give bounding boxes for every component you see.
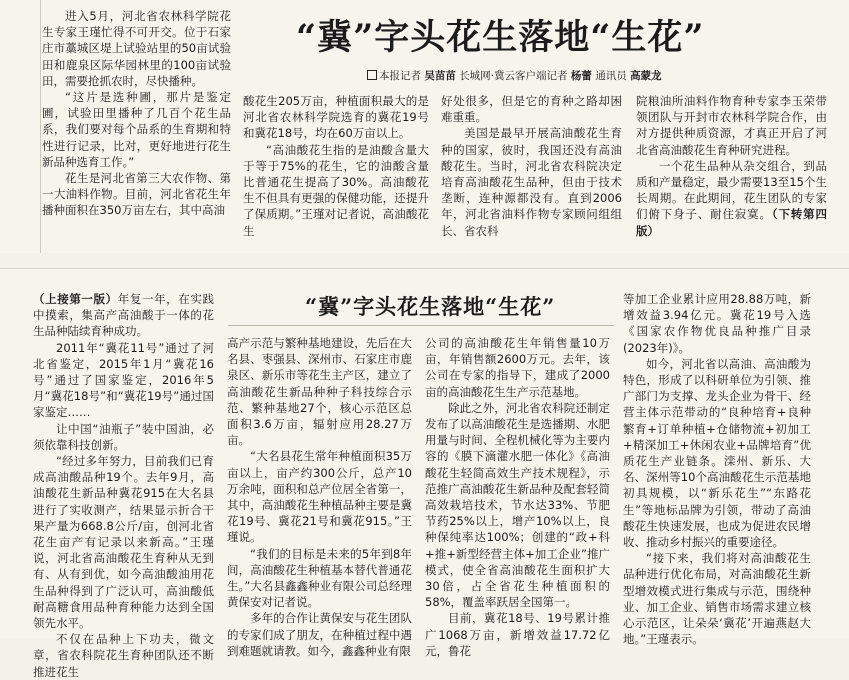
paragraph: 好处很多，但是它的育种之路却困难重重。 xyxy=(441,94,622,125)
title-rule xyxy=(228,325,614,326)
jump-line: （上接第一版） xyxy=(33,292,118,306)
top-column-3 xyxy=(441,93,622,252)
paragraph: 一个花生品种从杂交组合，到品质和产量稳定，最少需要13至15个生长周期。在此期间，花生团队的专家们俯下身子、耐住寂寞。（下转第四版） xyxy=(636,158,828,238)
paragraph: 等加工企业累计应用28.88万吨，新增效益3.94亿元。冀花19号入选《国家农作物优良品种推广目录(2023年)》。 xyxy=(623,292,811,355)
paragraph: “高油酸花生指的是油酸含量大于等于75%的花生，它的油酸含量比普通花生提高了30%。高油酸花生不但具有更强的保健功能，还提升了保质期。”王瑾对记者说，高油酸花生 xyxy=(243,142,429,238)
jump-line: （下转第四版） xyxy=(636,207,828,238)
paragraph: “大名县花生常年种植面积35万亩以上，亩产约300公斤，总产10万余吨，面积和总产位居全省第一，其中，高油酸花生种植品种主要是冀花19号、冀花21号和冀花915。”王瑾说。 xyxy=(227,449,412,545)
top-column-2 xyxy=(243,93,429,252)
article-bottom-fragment xyxy=(0,268,849,679)
paragraph: 让中国“油瓶子”装中国油，必须依靠科技创新。 xyxy=(33,421,214,452)
paragraph: 高产示范与繁种基地建设，先后在大名县、枣强县、深州市、石家庄市鹿泉区、新乐市等花生主产区，建立了高油酸花生新品种种子科技综合示范、繁种基地27个，核心示范区总面积3.6万亩，辐射应用28.27万亩。 xyxy=(227,336,412,448)
top-column-1 xyxy=(42,8,231,252)
paragraph: （上接第一版）年复一年，在实践中摸索，集高产高油酸于一体的花生品种陆续育种成功。 xyxy=(33,292,214,339)
paragraph: 院粮油所油料作物育种专家李玉荣带领团队与开封市农林科学院合作，由对方提供种质资源，才真正开启了河北省高油酸花生育种研究进程。 xyxy=(636,94,827,157)
paragraph: 酸花生205万亩，种植面积最大的是河北省农林科学院选育的冀花19号和冀花18号，均在60万亩以上。 xyxy=(243,94,429,141)
paragraph: 目前，冀花18号、19号累计推广1068万亩，新增效益17.72亿元，鲁花 xyxy=(425,611,610,658)
paragraph: 2011年“冀花11号”通过了河北省鉴定，2015年1月“冀花16号”通过了国家鉴定，2016年5月“冀花18号”和“冀花19号”通过国家鉴定…… xyxy=(33,340,214,420)
bottom-column-3 xyxy=(425,335,610,658)
paragraph: “这片是选种圃，那片是鉴定圃，试验田里播种了几百个花生品系，我们要对每个品系的生育期和特性进行记录，比对，更好地进行花生新品种选育工作。” xyxy=(42,90,231,169)
headline-continued: “冀”字头花生落地“生花” xyxy=(305,294,556,319)
bottom-column-2 xyxy=(227,335,412,658)
bottom-column-4 xyxy=(623,291,811,647)
top-column-4 xyxy=(636,93,827,252)
paragraph: 公司的高油酸花生年销售量10万亩，年销售额2600万元。去年，该公司在专家的指导下，建成了2000亩的高油酸花生生产示范基地。 xyxy=(425,336,610,399)
paragraph: 除此之外，河北省农科院还制定发布了以高油酸花生是选播期、水肥用量与时间、全程机械化等为主要内容的《膜下滴灌水肥一体化》《高油酸花生轻简高效生产技术规程》，示范推广高油酸花生新品种及配套轻简高效栽培技术，节水达33%、节肥节药25%以上，增产10%以上，良种保纯率达100%；创建的“政+科+推+新型经营主体+加工企业”推广模式，使全省高油酸花生面积扩大30倍，占全省花生种植面积的58%，覆盖率跃居全国第一。 xyxy=(425,400,610,610)
paragraph: 美国是最早开展高油酸花生育种的国家，彼时，我国还没有高油酸花生。当时，河北省农科院决定培育高油酸花生品种，但由于技术垄断，连种源都没有。直到2006年，河北省油料作物专家顾问组组长、省农科 xyxy=(441,126,622,238)
paragraph: 花生是河北省第三大农作物、第一大油料作物。目前，河北省花生年播种面积在350万亩左右，其中高油 xyxy=(42,171,231,218)
paragraph: “我们的目标是未来的5年到8年间，高油酸花生种植基本替代普通花生。”大名县鑫鑫种业有限公司总经理黄保安对记者说。 xyxy=(227,546,412,610)
paragraph: 进入5月，河北省农林科学院花生专家王瑾忙得不可开交。位于石家庄市藁城区堤上试验站里的50亩试验田和鹿泉区际华园林里的100亩试验田，需要抢抓农时，尽快播种。 xyxy=(42,9,231,88)
paragraph: “经过多年努力，目前我们已育成高油酸品种19个。去年9月，高油酸花生新品种冀花915在大名县进行了实收测产，结果显示折合干果产量为668.8公斤/亩，创河北省花生亩产有记录以来新高。”王瑾说，河北省高油酸花生育种从无到有、从有到优，如今高油酸油用花生品种得到了广泛认可，高油酸低耐高糖食用品种育种能力达到全国领先水平。 xyxy=(33,454,214,631)
paragraph: 多年的合作让黄保安与花生团队的专家们成了朋友，在种植过程中遇到难题就请教。如今，鑫鑫种业有限 xyxy=(227,611,412,658)
paragraph: “接下来，我们将对高油酸花生品种进行优化布局，对高油酸花生新型增效模式进行集成与示范，围绕种业、加工企业、销售市场需求建立核心示范区，让朵朵‘冀花’开遍燕赵大地。”王瑾表示。 xyxy=(623,551,811,647)
paragraph: 如今，河北省以高油、高油酸为特色，形成了以科研单位为引领、推广部门为支撑、龙头企业为骨干、经营主体示范带动的“良种培育+良种繁育+订单种植+仓储物流+初加工+精深加工+休闲农业+品牌培育”优质花生产业链条。滦州、新乐、大名、深州等10个高油酸花生示范基地初具规模，以“新乐花生”“东路花生”等地标品牌为引领，带动了高油酸花生快速发展，也成为促进农民增收、推动乡村振兴的重要途径。 xyxy=(623,356,811,550)
byline: 本报记者 吴苗苗 长城网·冀云客户端记者 杨蕾 通讯员 高蒙龙 xyxy=(367,68,662,83)
byline-box-icon xyxy=(367,70,377,80)
bottom-column-1 xyxy=(33,291,214,679)
paragraph: 不仅在品种上下功夫，微文章，省农科院花生育种团队还不断推进花生 xyxy=(33,632,214,679)
article-top-fragment xyxy=(0,0,849,253)
column-divider xyxy=(40,0,41,253)
headline: “冀”字头花生落地“生花” xyxy=(296,17,705,58)
